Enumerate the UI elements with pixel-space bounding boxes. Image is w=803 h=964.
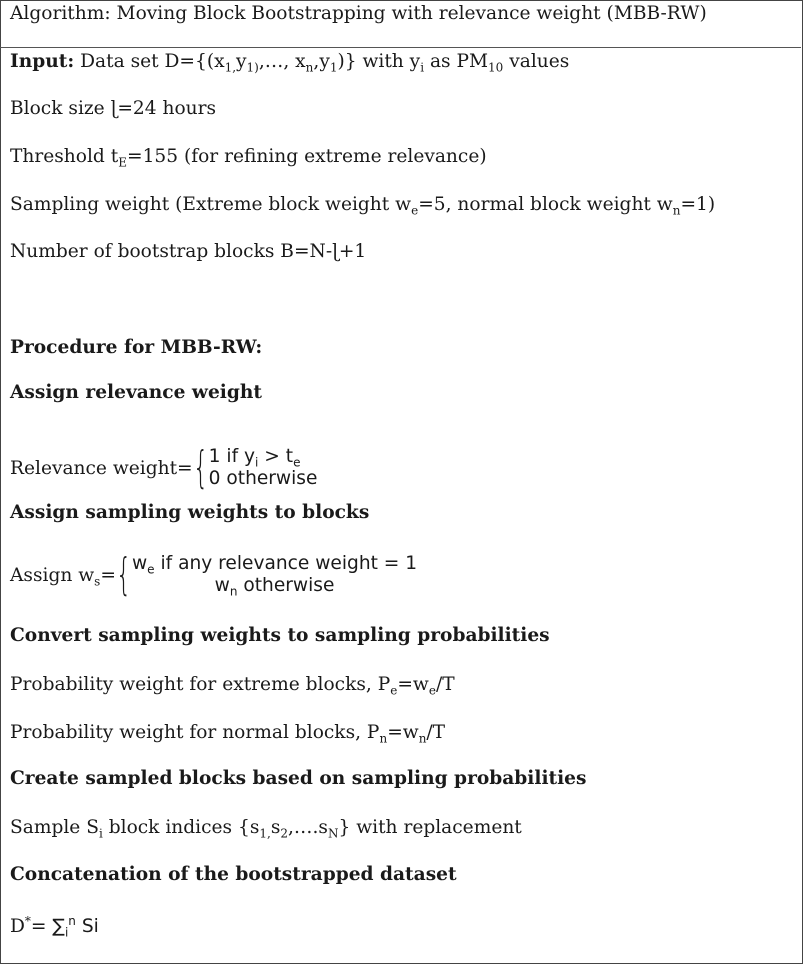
assign-ws-case-2: $w_n$ otherwise — [214, 575, 335, 599]
procedure-heading-segment: Procedure for MBB-RW: — [10, 337, 263, 358]
assign-ws-label: Assign $w_s=$ — [10, 564, 116, 589]
input-line-segment: ,…, x — [258, 51, 306, 72]
d-star-formula-segment: = — [30, 916, 53, 937]
assign-ws-cases — [132, 553, 417, 597]
prob-extreme-line-segment: e — [390, 683, 398, 698]
convert-heading-segment: Convert sampling weights to sampling probabilities — [10, 625, 550, 646]
d-star-formula-segment: ∑ — [52, 916, 65, 937]
sample-line-segment: 1, — [259, 826, 271, 841]
input-line-segment: 10 — [488, 60, 504, 75]
relevance-case-2: 0 otherwise — [208, 468, 318, 489]
input-line-segment: 1 — [329, 60, 338, 75]
input-line-segment: 1, — [224, 60, 237, 75]
left-brace-icon: { — [192, 442, 209, 493]
sampling-weight-line-segment: =1) — [680, 194, 716, 215]
relevance-cases — [209, 446, 318, 490]
sample-line-segment: 2 — [280, 826, 289, 841]
assign-sampling-heading-segment: Assign sampling weights to blocks — [10, 502, 370, 523]
convert-heading — [10, 624, 550, 648]
prob-extreme-line-segment: Probability weight for extreme blocks, P — [10, 674, 391, 695]
d-star-formula-segment: * — [24, 913, 31, 928]
prob-extreme-line-segment: /T — [435, 674, 455, 695]
d-star-formula-segment: Si — [75, 916, 99, 937]
input-line-segment: i — [420, 60, 425, 75]
prob-normal-line-segment: n — [379, 731, 388, 746]
prob-extreme-line-segment: e — [428, 683, 436, 698]
algorithm-title: Algorithm: Moving Block Bootstrapping with relevance weight (MBB-RW) — [10, 3, 707, 24]
prob-normal-line-segment: Probability weight for normal blocks, P — [10, 722, 380, 743]
bootstrap-blocks-line-segment: Number of bootstrap blocks B=N-ɭ+1 — [10, 241, 367, 262]
assign-relevance-heading — [10, 381, 262, 405]
assign-relevance-heading-segment: Assign relevance weight — [10, 382, 262, 403]
block-size-line — [10, 97, 216, 121]
threshold-line-segment: E — [118, 155, 127, 170]
sample-line-segment: block indices {s — [102, 817, 260, 838]
prob-extreme-line-segment: =w — [397, 674, 429, 695]
sample-line-segment: ,….s — [288, 817, 328, 838]
threshold-line-segment: Threshold t — [10, 146, 119, 167]
input-line-segment: values — [503, 51, 570, 72]
input-line-segment: Input: — [10, 51, 75, 72]
input-line-segment: as PM — [424, 51, 489, 72]
sample-line-segment: i — [98, 826, 103, 841]
d-star-formula — [10, 915, 99, 939]
d-star-formula-segment: D — [10, 916, 25, 937]
left-brace-icon: { — [115, 549, 132, 600]
title-row — [0, 0, 801, 48]
input-line-segment: ,y — [313, 51, 330, 72]
d-star-formula-segment: n — [68, 913, 76, 928]
input-line — [10, 50, 569, 74]
input-line-segment: 1) — [246, 60, 259, 75]
sample-line-segment: N — [327, 826, 339, 841]
input-line-segment: y — [236, 51, 247, 72]
sampling-weight-line-segment: =5, normal block weight w — [418, 194, 673, 215]
assign-sampling-heading — [10, 501, 369, 525]
procedure-heading — [10, 336, 262, 360]
sample-line-segment: Sample S — [10, 817, 99, 838]
sampling-weight-line-segment: n — [672, 203, 681, 218]
prob-normal-line-segment: =w — [387, 722, 419, 743]
prob-extreme-line — [10, 673, 455, 697]
sample-line — [10, 816, 522, 840]
bootstrap-blocks-line — [10, 240, 366, 264]
input-line-segment: Data set D={(x — [74, 51, 225, 72]
threshold-line-segment: =155 (for refining extreme relevance) — [126, 146, 487, 167]
create-heading — [10, 767, 586, 791]
concat-heading-segment: Concatenation of the bootstrapped dataset — [10, 864, 457, 885]
prob-normal-line-segment: /T — [426, 722, 446, 743]
sample-line-segment: s — [270, 817, 281, 838]
threshold-line — [10, 145, 487, 169]
relevance-case-1: 1 if $y_i > t_e$ — [208, 446, 301, 470]
sample-line-segment: } with replacement — [338, 817, 522, 838]
sampling-weight-line — [10, 193, 715, 217]
relevance-weight-label: Relevance weight= — [10, 457, 193, 479]
concat-heading — [10, 863, 457, 887]
block-size-line-segment: Block size ɭ=24 hours — [10, 98, 217, 119]
input-line-segment: n — [305, 60, 314, 75]
sampling-weight-line-segment: Sampling weight (Extreme block weight w — [10, 194, 412, 215]
assign-ws-formula — [10, 549, 418, 600]
assign-ws-case-1: $w_e$ if any relevance weight = 1 — [131, 553, 418, 577]
input-line-segment: )} with y — [337, 51, 421, 72]
create-heading-segment: Create sampled blocks based on sampling probabilities — [10, 768, 587, 789]
d-star-formula-segment: i — [64, 925, 69, 940]
relevance-weight-formula — [10, 442, 318, 493]
prob-normal-line — [10, 721, 445, 745]
sampling-weight-line-segment: e — [411, 203, 419, 218]
prob-normal-line-segment: n — [418, 731, 427, 746]
